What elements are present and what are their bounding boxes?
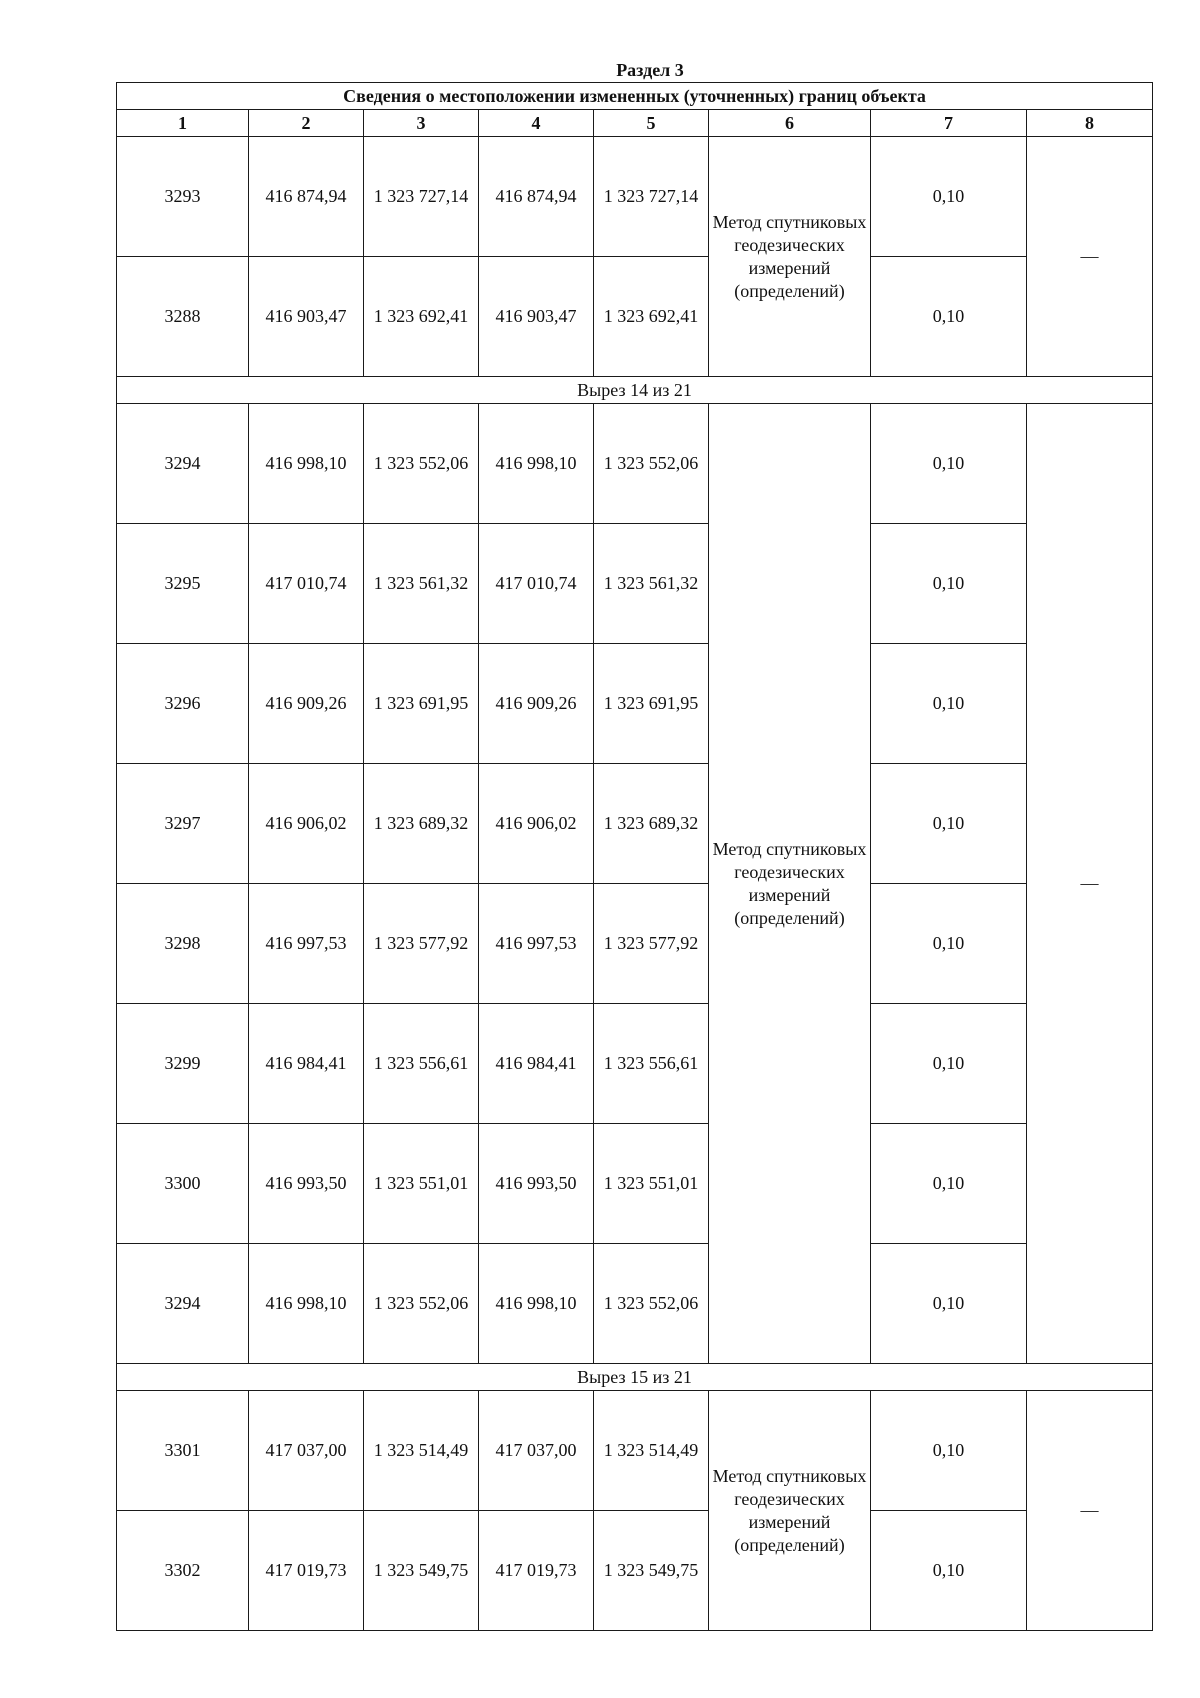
description-cell: — <box>1027 137 1153 377</box>
table-row <box>117 137 1153 257</box>
existing-x-cell: 416 909,26 <box>249 644 364 764</box>
new-y-cell: 1 323 549,75 <box>594 1511 709 1631</box>
new-x-cell: 416 874,94 <box>479 137 594 257</box>
new-y-cell: 1 323 691,95 <box>594 644 709 764</box>
point-id-cell: 3293 <box>117 137 249 257</box>
column-number-7: 7 <box>871 110 1027 137</box>
column-number-8: 8 <box>1027 110 1153 137</box>
existing-x-cell: 417 037,00 <box>249 1391 364 1511</box>
accuracy-cell: 0,10 <box>871 524 1027 644</box>
table-caption: Сведения о местоположении измененных (уточненных) границ объекта <box>117 83 1153 110</box>
new-x-cell: 416 909,26 <box>479 644 594 764</box>
existing-x-cell: 416 998,10 <box>249 404 364 524</box>
new-y-cell: 1 323 556,61 <box>594 1004 709 1124</box>
existing-x-cell: 416 984,41 <box>249 1004 364 1124</box>
point-id-cell: 3294 <box>117 404 249 524</box>
new-y-cell: 1 323 552,06 <box>594 1244 709 1364</box>
new-x-cell: 416 984,41 <box>479 1004 594 1124</box>
existing-y-cell: 1 323 552,06 <box>364 404 479 524</box>
cut-label: Вырез 15 из 21 <box>117 1364 1153 1391</box>
point-id-cell: 3300 <box>117 1124 249 1244</box>
accuracy-cell: 0,10 <box>871 1004 1027 1124</box>
existing-y-cell: 1 323 549,75 <box>364 1511 479 1631</box>
table-row <box>117 1511 1153 1631</box>
accuracy-cell: 0,10 <box>871 764 1027 884</box>
existing-y-cell: 1 323 691,95 <box>364 644 479 764</box>
existing-x-cell: 417 019,73 <box>249 1511 364 1631</box>
new-x-cell: 416 998,10 <box>479 404 594 524</box>
existing-x-cell: 416 993,50 <box>249 1124 364 1244</box>
new-y-cell: 1 323 577,92 <box>594 884 709 1004</box>
table-row <box>117 257 1153 377</box>
accuracy-cell: 0,10 <box>871 137 1027 257</box>
column-number-6: 6 <box>709 110 871 137</box>
cut-label: Вырез 14 из 21 <box>117 377 1153 404</box>
existing-x-cell: 416 874,94 <box>249 137 364 257</box>
table-row <box>117 524 1153 644</box>
point-id-cell: 3294 <box>117 1244 249 1364</box>
point-id-cell: 3297 <box>117 764 249 884</box>
table-row <box>117 1004 1153 1124</box>
new-y-cell: 1 323 727,14 <box>594 137 709 257</box>
new-x-cell: 416 906,02 <box>479 764 594 884</box>
existing-x-cell: 416 997,53 <box>249 884 364 1004</box>
new-x-cell: 416 993,50 <box>479 1124 594 1244</box>
point-id-cell: 3295 <box>117 524 249 644</box>
existing-y-cell: 1 323 689,32 <box>364 764 479 884</box>
new-y-cell: 1 323 692,41 <box>594 257 709 377</box>
point-id-cell: 3296 <box>117 644 249 764</box>
accuracy-cell: 0,10 <box>871 884 1027 1004</box>
accuracy-cell: 0,10 <box>871 1511 1027 1631</box>
new-y-cell: 1 323 689,32 <box>594 764 709 884</box>
table-row <box>117 884 1153 1004</box>
table-row <box>117 1244 1153 1364</box>
table-row <box>117 644 1153 764</box>
new-y-cell: 1 323 551,01 <box>594 1124 709 1244</box>
existing-y-cell: 1 323 556,61 <box>364 1004 479 1124</box>
accuracy-cell: 0,10 <box>871 1244 1027 1364</box>
description-cell: — <box>1027 1391 1153 1631</box>
existing-y-cell: 1 323 552,06 <box>364 1244 479 1364</box>
new-x-cell: 417 010,74 <box>479 524 594 644</box>
point-id-cell: 3298 <box>117 884 249 1004</box>
new-y-cell: 1 323 561,32 <box>594 524 709 644</box>
column-number-row <box>117 110 1153 137</box>
cut-label-row <box>117 377 1153 404</box>
new-x-cell: 417 037,00 <box>479 1391 594 1511</box>
table-row <box>117 764 1153 884</box>
column-number-1: 1 <box>117 110 249 137</box>
point-id-cell: 3299 <box>117 1004 249 1124</box>
method-cell: Метод спутниковых геодезических измерений (определений) <box>709 1391 871 1631</box>
section-title: Раздел 3 <box>616 60 684 80</box>
method-cell: Метод спутниковых геодезических измерений (определений) <box>709 137 871 377</box>
existing-y-cell: 1 323 577,92 <box>364 884 479 1004</box>
table-row <box>117 404 1153 524</box>
existing-y-cell: 1 323 727,14 <box>364 137 479 257</box>
description-cell: — <box>1027 404 1153 1364</box>
existing-x-cell: 416 906,02 <box>249 764 364 884</box>
new-x-cell: 417 019,73 <box>479 1511 594 1631</box>
boundary-coordinates-table <box>116 82 1153 1631</box>
new-x-cell: 416 997,53 <box>479 884 594 1004</box>
column-number-4: 4 <box>479 110 594 137</box>
table-row <box>117 1124 1153 1244</box>
cut-label-row <box>117 1364 1153 1391</box>
method-cell: Метод спутниковых геодезических измерений (определений) <box>709 404 871 1364</box>
new-x-cell: 416 998,10 <box>479 1244 594 1364</box>
accuracy-cell: 0,10 <box>871 644 1027 764</box>
column-number-2: 2 <box>249 110 364 137</box>
existing-y-cell: 1 323 561,32 <box>364 524 479 644</box>
column-number-3: 3 <box>364 110 479 137</box>
new-y-cell: 1 323 552,06 <box>594 404 709 524</box>
existing-y-cell: 1 323 692,41 <box>364 257 479 377</box>
new-x-cell: 416 903,47 <box>479 257 594 377</box>
existing-x-cell: 416 998,10 <box>249 1244 364 1364</box>
point-id-cell: 3301 <box>117 1391 249 1511</box>
new-y-cell: 1 323 514,49 <box>594 1391 709 1511</box>
table-row <box>117 1391 1153 1511</box>
point-id-cell: 3288 <box>117 257 249 377</box>
existing-x-cell: 416 903,47 <box>249 257 364 377</box>
existing-y-cell: 1 323 551,01 <box>364 1124 479 1244</box>
column-number-5: 5 <box>594 110 709 137</box>
accuracy-cell: 0,10 <box>871 1391 1027 1511</box>
accuracy-cell: 0,10 <box>871 404 1027 524</box>
existing-x-cell: 417 010,74 <box>249 524 364 644</box>
accuracy-cell: 0,10 <box>871 1124 1027 1244</box>
existing-y-cell: 1 323 514,49 <box>364 1391 479 1511</box>
point-id-cell: 3302 <box>117 1511 249 1631</box>
accuracy-cell: 0,10 <box>871 257 1027 377</box>
